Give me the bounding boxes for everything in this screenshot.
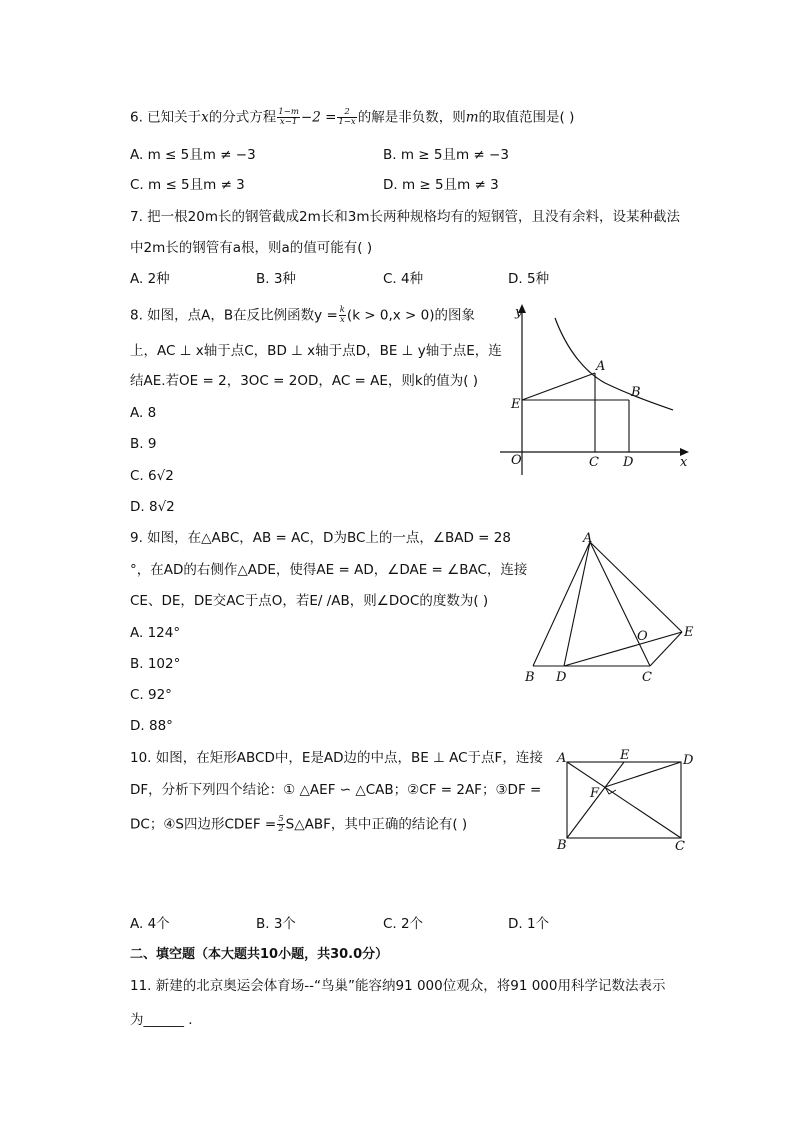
q10-option-d[interactable]: D. 1个 <box>508 916 550 932</box>
q6-fraction-1: $\frac{1-m}{x-1}$ <box>278 107 299 127</box>
q8-label-a: A <box>596 359 606 374</box>
q8-stem-line2: 上，AC ⊥ x轴于点C，BD ⊥ x轴于点D，BE ⊥ y轴于点E，连 <box>130 343 502 359</box>
q6-stem: 6. 已知关于x的分式方程 $\frac{1-m}{x-1}$ −2 = $\frac{2}{1-x}$ 的解是非负数，则m的取值范围是( ) <box>130 107 575 127</box>
q11-stem-line1: 11. 新建的北京奥运会体育场--“鸟巢”能容纳91 000位观众，将91 000用科学记数法表示 <box>130 978 666 994</box>
q6-option-a[interactable]: A. m ≤ 5且m ≠ −3 <box>130 147 256 163</box>
q9-stem-line3: CE、DE，DE交AC于点O，若E/ /AB，则∠DOC的度数为( ) <box>130 593 489 609</box>
q9-label-b: B <box>525 670 535 685</box>
q8-label-b: B <box>631 385 641 400</box>
q6-option-d[interactable]: D. m ≥ 5且m ≠ 3 <box>383 177 499 193</box>
q10-option-b[interactable]: B. 3个 <box>256 916 296 932</box>
q6-option-c[interactable]: C. m ≤ 5且m ≠ 3 <box>130 177 245 193</box>
q9-stem-line2: °，在AD的右侧作△ADE，使得AE = AD，∠DAE = ∠BAC，连接 <box>130 562 528 578</box>
q9-option-a[interactable]: A. 124° <box>130 625 181 641</box>
q10-figure <box>552 746 702 856</box>
q7-option-c[interactable]: C. 4种 <box>383 271 424 287</box>
q10-label-e: E <box>620 748 630 763</box>
q7-stem-line2: 中2m长的钢管有a根，则a的值可能有( ) <box>130 240 373 256</box>
section-heading: 二、填空题（本大题共10小题，共30.0分） <box>130 947 389 962</box>
q10-label-b: B <box>557 838 567 853</box>
q8-fraction: $\frac{k}{x}$ <box>339 305 345 325</box>
q9-label-e: E <box>684 625 694 640</box>
q8-label-e: E <box>511 397 521 412</box>
q8-stem-line3: 结AE.若OE = 2，3OC = 2OD，AC = AE，则k的值为( ) <box>130 373 479 389</box>
q8-option-a[interactable]: A. 8 <box>130 405 157 421</box>
q10-label-f: F <box>590 786 600 801</box>
q10-stem-line3: DC；④S四边形CDEF = $\frac{5}{2}$ S△ABF，其中正确的结论有( ) <box>130 814 468 834</box>
q8-label-c: C <box>589 455 599 470</box>
q6-option-b[interactable]: B. m ≥ 5且m ≠ −3 <box>383 147 509 163</box>
q9-option-c[interactable]: C. 92° <box>130 687 172 703</box>
q8-option-c[interactable]: C. 6√2 <box>130 468 174 484</box>
q10-fraction: $\frac{5}{2}$ <box>278 814 284 834</box>
q10-option-c[interactable]: C. 2个 <box>383 916 424 932</box>
q8-label-o: O <box>511 453 522 468</box>
q9-option-d[interactable]: D. 88° <box>130 718 173 734</box>
q9-label-d: D <box>556 670 567 685</box>
q9-figure <box>520 528 700 688</box>
q11-stem-line2: 为______ . <box>130 1012 193 1028</box>
q8-figure <box>495 300 695 480</box>
q7-option-a[interactable]: A. 2种 <box>130 271 170 287</box>
q6-fraction-2: $\frac{2}{1-x}$ <box>338 107 356 127</box>
q9-option-b[interactable]: B. 102° <box>130 656 181 672</box>
q10-label-d: D <box>683 753 694 768</box>
q7-stem-line1: 7. 把一根20m长的钢管截成2m长和3m长两种规格均有的短钢管，且没有余料，设某种截法 <box>130 209 680 225</box>
q7-option-b[interactable]: B. 3种 <box>256 271 296 287</box>
q10-label-a: A <box>557 751 567 766</box>
q8-option-d[interactable]: D. 8√2 <box>130 499 175 515</box>
q9-label-a: A <box>583 531 593 546</box>
q8-label-x: x <box>680 455 688 470</box>
q8-label-d: D <box>623 455 634 470</box>
q7-option-d[interactable]: D. 5种 <box>508 271 550 287</box>
q10-label-c: C <box>675 839 685 854</box>
q10-stem-line1: 10. 如图，在矩形ABCD中，E是AD边的中点，BE ⊥ AC于点F，连接 <box>130 750 543 766</box>
q10-option-a[interactable]: A. 4个 <box>130 916 170 932</box>
q8-label-y: y <box>515 305 523 320</box>
q8-option-b[interactable]: B. 9 <box>130 436 157 452</box>
q9-stem-line1: 9. 如图，在△ABC，AB = AC，D为BC上的一点，∠BAD = 28 <box>130 530 511 546</box>
q8-stem-line1: 8. 如图，点A，B在反比例函数y = $\frac{k}{x}$ (k > 0,x > 0)的图象 <box>130 305 476 325</box>
q9-label-o: O <box>637 629 648 644</box>
q10-stem-line2: DF，分析下列四个结论：① △AEF ∽ △CAB；②CF = 2AF；③DF = <box>130 782 542 798</box>
q9-label-c: C <box>642 670 652 685</box>
